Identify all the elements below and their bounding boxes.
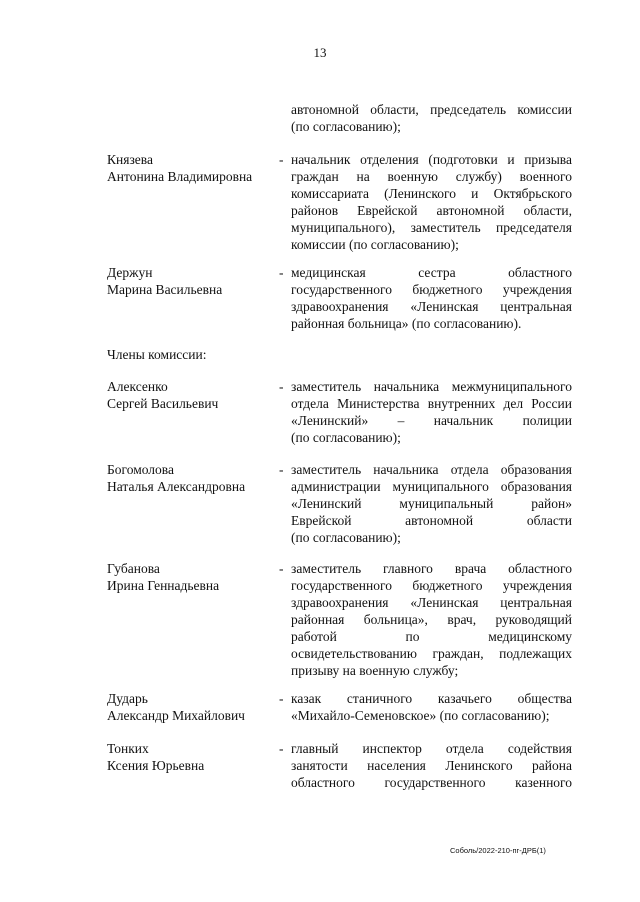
surname: Алексенко — [107, 379, 168, 394]
surname: Губанова — [107, 561, 160, 576]
role-line: медицинская сестра областного — [291, 265, 572, 280]
role-line: граждан на военную службу) военного — [291, 169, 572, 184]
role-line: (по согласованию); — [291, 119, 401, 134]
role-text — [291, 264, 572, 332]
role-line: (по согласованию); — [291, 530, 401, 545]
role-line: государственного бюджетного учреждения — [291, 578, 572, 593]
given-name: Сергей Васильевич — [107, 396, 219, 411]
role-line: районная больница» (по согласованию). — [291, 316, 522, 331]
role-line: комиссии (по согласованию); — [291, 237, 459, 252]
role-line: администрации муниципального образования — [291, 479, 572, 494]
role-text — [291, 690, 572, 724]
given-name: Ирина Геннадьевна — [107, 578, 220, 593]
role-line: главный инспектор отдела содействия — [291, 741, 572, 756]
surname: Дударь — [107, 691, 148, 706]
person-name — [107, 740, 277, 774]
dash: - — [279, 265, 284, 280]
surname: Держун — [107, 265, 153, 280]
surname: Богомолова — [107, 462, 174, 477]
members-heading: Члены комиссии: — [107, 347, 207, 362]
role-line: Еврейской автономной области — [291, 513, 572, 528]
role-line: (по согласованию); — [291, 430, 401, 445]
given-name: Наталья Александровна — [107, 479, 246, 494]
person-name — [107, 378, 277, 412]
page-number: 13 — [313, 45, 327, 60]
role-line: заместитель начальника межмуниципального — [291, 379, 572, 394]
role-line: муниципального), заместитель председателя — [291, 220, 572, 235]
given-name: Александр Михайлович — [107, 708, 245, 723]
person-name — [107, 461, 277, 495]
document-footer-code: Соболь/2022-210-пг-ДРБ(1) — [450, 846, 546, 855]
role-line: здравоохранения «Ленинская центральная — [291, 299, 572, 314]
role-text — [291, 151, 572, 253]
role-line: здравоохранения «Ленинская центральная — [291, 595, 572, 610]
role-text — [291, 461, 572, 546]
role-line: казак станичного казачьего общества — [291, 691, 572, 706]
dash: - — [279, 379, 284, 394]
dash: - — [279, 741, 284, 756]
role-line: комиссариата (Ленинского и Октябрьского — [291, 186, 572, 201]
role-line: районов Еврейской автономной области, — [291, 203, 572, 218]
dash: - — [279, 561, 284, 576]
role-line: освидетельствованию граждан, подлежащих — [291, 646, 572, 661]
role-line: работой по медицинскому — [291, 629, 572, 644]
role-line: призыву на военную службу; — [291, 663, 459, 678]
dash: - — [279, 691, 284, 706]
role-line: областного государственного казенного — [291, 775, 572, 790]
continuation-role — [291, 101, 572, 135]
role-line: занятости населения Ленинского района — [291, 758, 572, 773]
given-name: Марина Васильевна — [107, 282, 223, 297]
surname: Князева — [107, 152, 153, 167]
surname: Тонких — [107, 741, 149, 756]
role-line: заместитель главного врача областного — [291, 561, 572, 576]
role-line: районная больница», врач, руководящий — [291, 612, 572, 627]
role-line: автономной области, председатель комиссии — [291, 102, 572, 117]
dash: - — [279, 152, 284, 167]
role-line: «Ленинский» – начальник полиции — [291, 413, 572, 428]
role-line: «Михайло-Семеновское» (по согласованию); — [291, 708, 550, 723]
person-name — [107, 690, 277, 724]
role-text — [291, 560, 572, 679]
person-name — [107, 264, 277, 298]
role-text — [291, 740, 572, 791]
role-line: заместитель начальника отдела образования — [291, 462, 572, 477]
dash: - — [279, 462, 284, 477]
role-line: начальник отделения (подготовки и призыва — [291, 152, 572, 167]
given-name: Антонина Владимировна — [107, 169, 253, 184]
role-line: государственного бюджетного учреждения — [291, 282, 572, 297]
role-text — [291, 378, 572, 446]
given-name: Ксения Юрьевна — [107, 758, 205, 773]
role-line: «Ленинский муниципальный район» — [291, 496, 572, 511]
role-line: отдела Министерства внутренних дел России — [291, 396, 572, 411]
person-name — [107, 151, 277, 185]
person-name — [107, 560, 277, 594]
